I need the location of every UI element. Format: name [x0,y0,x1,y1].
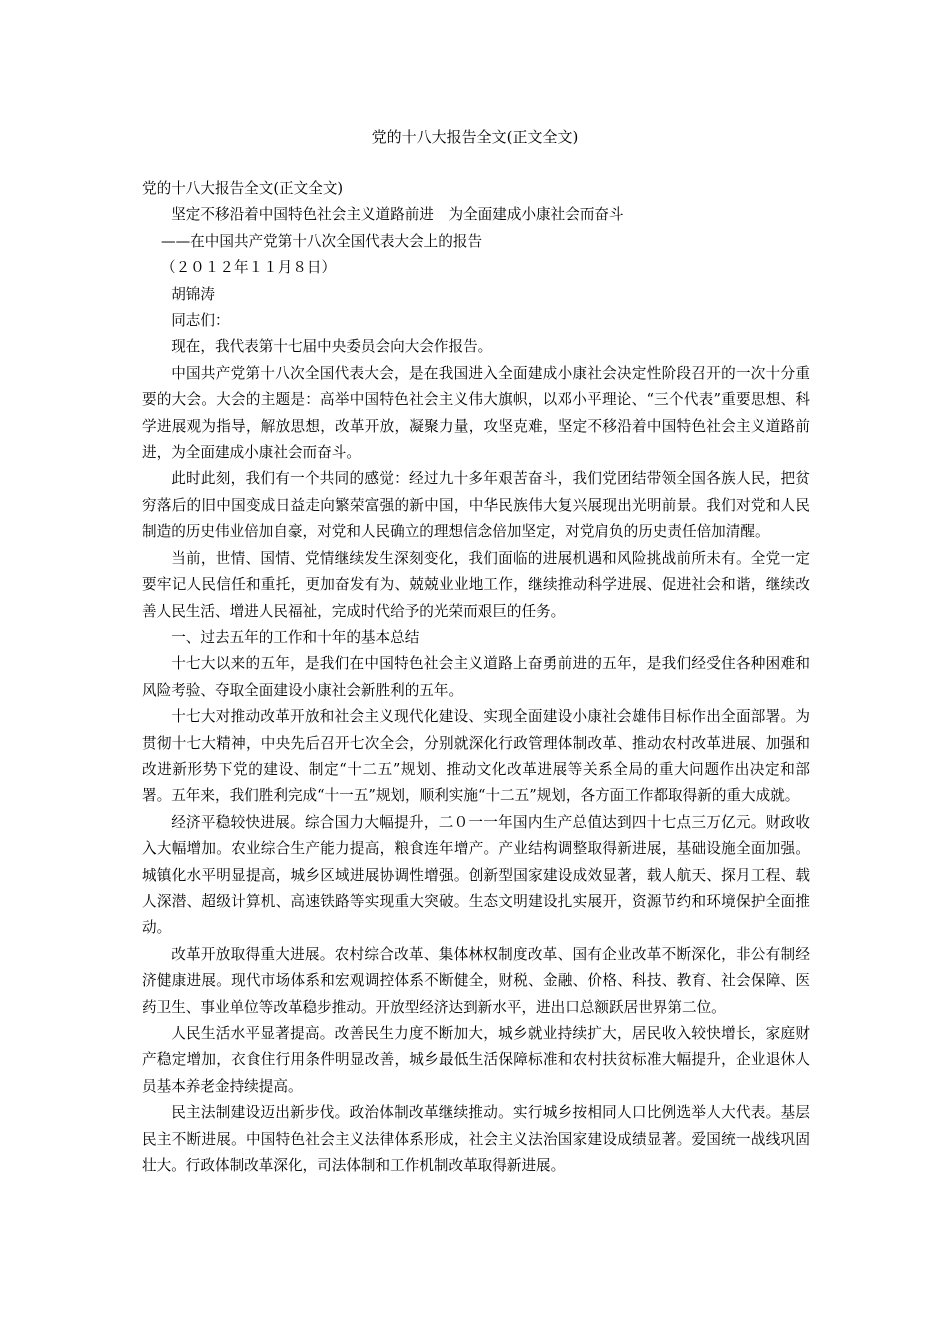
paragraph: 十七大对推动改革开放和社会主义现代化建设、实现全面建设小康社会雄伟目标作出全面部署。为贯彻十七大精神，中央先后召开七次全会，分别就深化行政管理体制改革、推动农村改革进展、加强和改进新形势下党的建设、制定“十二五”规划、推动文化改革进展等关系全局的重大问题作出决定和部署。五年来，我们胜利完成“十一五”规划，顺利实施“十二五”规划，各方面工作都取得新的重大成就。 [142,708,810,805]
document-body [142,176,810,1179]
paragraph: 现在，我代表第十七届中央委员会向大会作报告。 [171,338,493,356]
paragraph: 改革开放取得重大进展。农村综合改革、集体林权制度改革、国有企业改革不断深化，非公有制经济健康进展。现代市场体系和宏观调控体系不断健全，财税、金融、价格、科技、教育、社会保障、医药卫生、事业单位等改革稳步推动。开放型经济达到新水平，进出口总额跃居世界第二位。 [142,945,810,1016]
author-name: 胡锦涛 [171,285,215,303]
paragraph: 经济平稳较快进展。综合国力大幅提升，二０一一年国内生产总值达到四十七点三万亿元。财政收入大幅增加。农业综合生产能力提高，粮食连年增产。产业结构调整取得新进展，基础设施全面加强。城镇化水平明显提高，城乡区域进展协调性增强。创新型国家建设成效显著，载人航天、探月工程、载人深潜、超级计算机、高速铁路等实现重大突破。生态文明建设扎实展开，资源节约和环境保护全面推动。 [142,813,810,937]
report-title: 坚定不移沿着中国特色社会主义道路前进 为全面建成小康社会而奋斗 [171,206,624,224]
report-subtitle: ——在中国共产党第十八次全国代表大会上的报告 [160,232,483,250]
paragraph: 中国共产党第十八次全国代表大会，是在我国进入全面建成小康社会决定性阶段召开的一次十分重要的大会。大会的主题是：高举中国特色社会主义伟大旗帜，以邓小平理论、“三个代表”重要思想、科学进展观为指导，解放思想，改革开放，凝聚力量，攻坚克难，坚定不移沿着中国特色社会主义道路前进，为全面建成小康社会而奋斗。 [142,364,810,462]
paragraph: 当前，世情、国情、党情继续发生深刻变化，我们面临的进展机遇和风险挑战前所未有。全党一定要牢记人民信任和重托，更加奋发有为、兢兢业业地工作，继续推动科学进展、促进社会和谐，继续改善人民生活、增进人民福祉，完成时代给予的光荣而艰巨的任务。 [142,549,810,620]
salutation: 同志们： [171,312,230,330]
paragraph: 人民生活水平显著提高。改善民生力度不断加大，城乡就业持续扩大，居民收入较快增长，家庭财产稳定增加，衣食住行用条件明显改善，城乡最低生活保障标准和农村扶贫标准大幅提升，企业退休人员基本养老金持续提高。 [142,1025,810,1095]
page-title: 党的十八大报告全文(正文全文) [371,128,579,146]
section-heading: 一、过去五年的工作和十年的基本总结 [171,628,420,646]
paragraph: 民主法制建设迈出新步伐。政治体制改革继续推动。实行城乡按相同人口比例选举人大代表。基层民主不断进展。中国特色社会主义法律体系形成，社会主义法治国家建设成绩显著。爱国统一战线巩固壮大。行政体制改革深化，司法体制和工作机制改革取得新进展。 [142,1104,810,1175]
paragraph: 此时此刻，我们有一个共同的感觉：经过九十多年艰苦奋斗，我们党团结带领全国各族人民，把贫穷落后的旧中国变成日益走向繁荣富强的新中国，中华民族伟大复兴展现出光明前景。我们对党和人民制造的历史伟业倍加自豪，对党和人民确立的理想信念倍加坚定，对党肩负的历史责任倍加清醒。 [142,470,810,541]
heading-line: 党的十八大报告全文(正文全文) [142,180,344,197]
paragraph: 十七大以来的五年，是我们在中国特色社会主义道路上奋勇前进的五年，是我们经受住各种困难和风险考验、夺取全面建设小康社会新胜利的五年。 [142,655,810,699]
report-date: （２０１２年１１月８日） [160,259,337,277]
